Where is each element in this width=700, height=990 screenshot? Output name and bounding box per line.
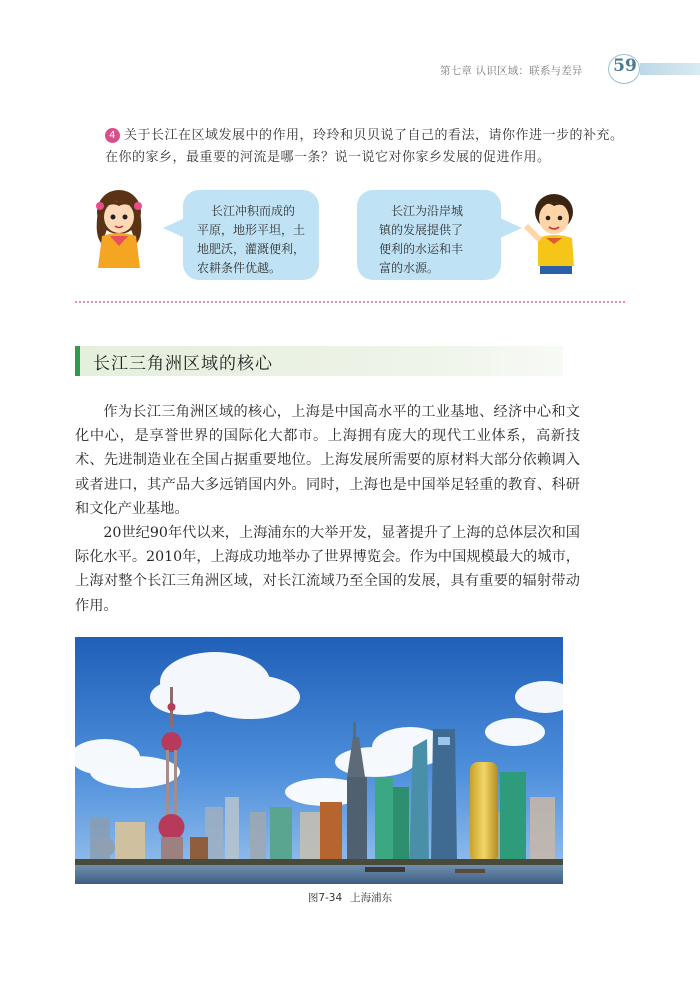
girl-bubble-line: 长江冲积而成的: [211, 204, 296, 218]
girl-bubble-line: 地肥沃，灌溉便利，: [197, 242, 306, 256]
activity-prompt: [105, 125, 625, 169]
body-text: [75, 400, 580, 618]
girl-speech-bubble: [183, 190, 319, 280]
section-title: 长江三角洲区域的核心: [93, 354, 273, 374]
girl-illustration: [90, 186, 148, 268]
header-decor-bar: [640, 63, 700, 75]
chapter-header: 第七章 认识区域：联系与差异: [440, 65, 583, 77]
boy-illustration: [520, 188, 582, 274]
paragraph: 作为长江三角洲区域的核心，上海是中国高水平的工业基地、经济中心和文化中心，是享誉世界的国际化大都市。上海拥有庞大的现代工业体系，高新技术、先进制造业在全国占据重要地位。上海发展所需要的原材料大部分依赖调入或者进口，其产品大多远销国内外。同时，上海也是中国举足轻重的教育、科研和文化产业基地。: [75, 404, 580, 517]
figure-caption-text: 上海浦东: [350, 892, 393, 904]
activity-prompt-text: 关于长江在区域发展中的作用，玲玲和贝贝说了自己的看法，请你作进一步的补充。在你的家乡，最重要的河流是哪一条？说一说它对你家乡发展的促进作用。: [105, 128, 624, 165]
boy-bubble-line: 长江为沿岸城: [391, 204, 464, 218]
girl-bubble-line: 平原，地形平坦，土: [197, 223, 306, 237]
boy-speech-bubble: [357, 190, 501, 280]
page-number: 59: [613, 56, 637, 76]
section-heading: [75, 346, 563, 376]
boy-bubble-line: 富的水源。: [379, 261, 440, 275]
activity-number-badge: 4: [105, 128, 120, 143]
figure-caption: [0, 890, 700, 905]
girl-bubble-tail: [163, 218, 185, 238]
section-divider: [75, 301, 625, 303]
boy-bubble-line: 镇的发展提供了: [379, 223, 464, 237]
figure-label: 图7-34: [307, 892, 343, 904]
section-marker: [75, 346, 80, 376]
boy-bubble-tail: [500, 218, 522, 238]
pudong-skyline-photo: [75, 637, 563, 884]
girl-bubble-line: 农耕条件优越。: [197, 261, 282, 275]
boy-bubble-line: 便利的水运和丰: [379, 242, 464, 256]
paragraph: 20世纪90年代以来，上海浦东的大举开发，显著提升了上海的总体层次和国际化水平。2010年，上海成功地举办了世界博览会。作为中国规模最大的城市，上海对整个长江三角洲区域，对长江流域乃至全国的发展，具有重要的辐射带动作用。: [75, 525, 580, 614]
